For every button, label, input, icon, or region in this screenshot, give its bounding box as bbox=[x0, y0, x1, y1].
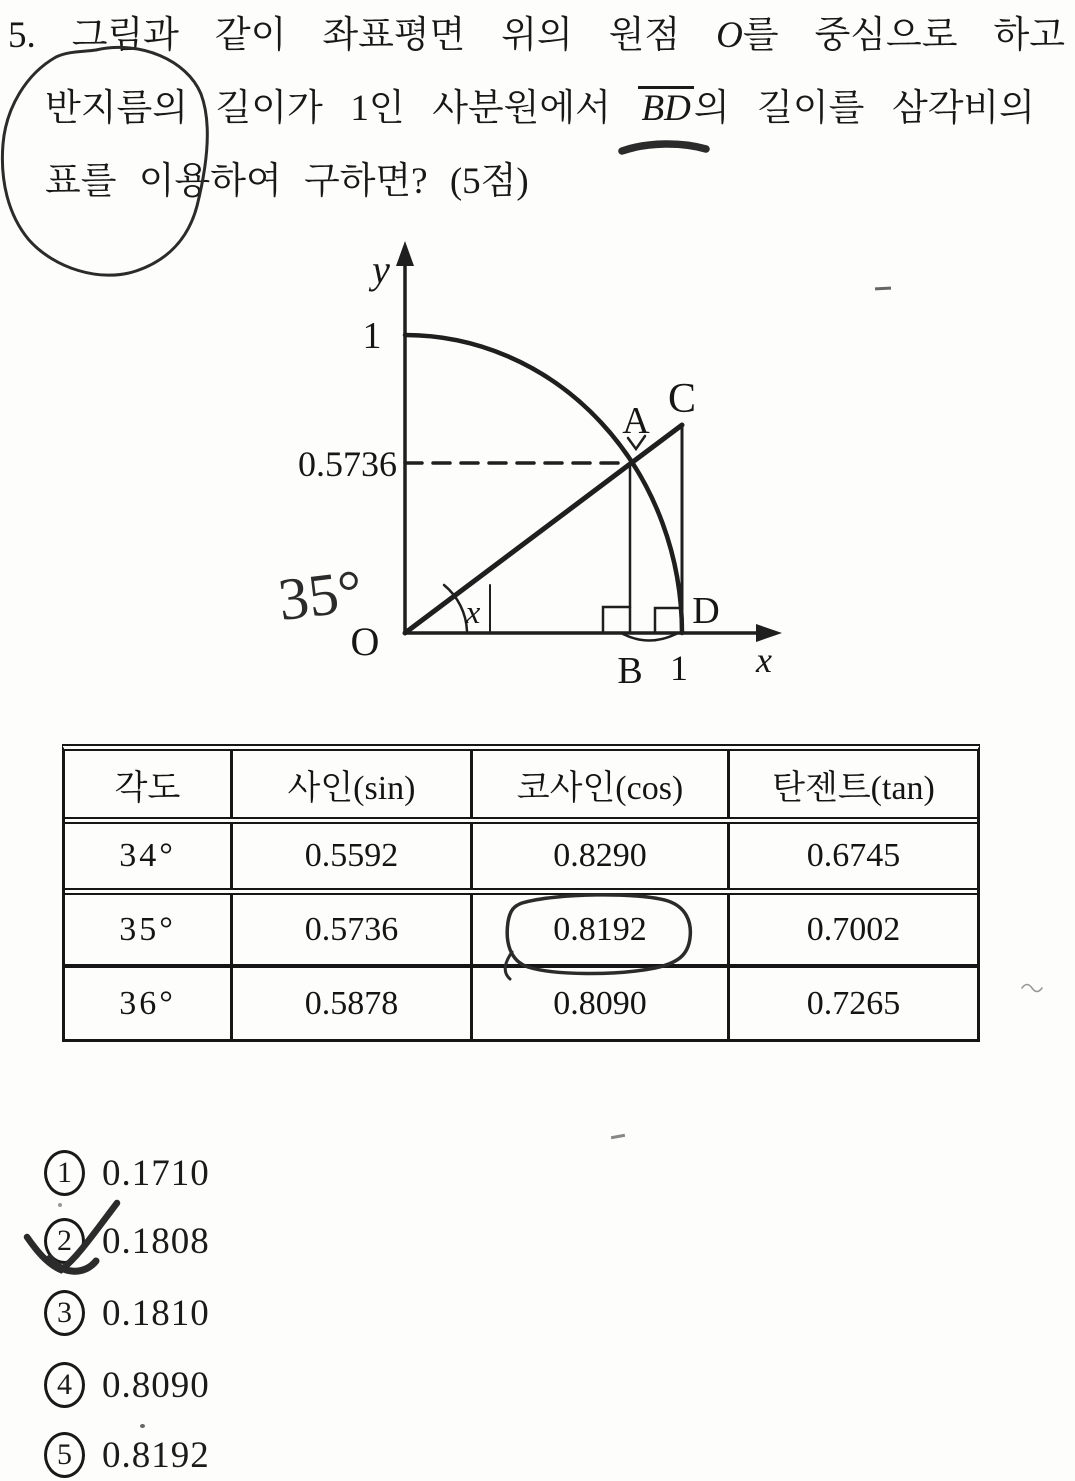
cell-tan: 0.7265 bbox=[727, 968, 977, 1039]
cell-sin: 0.5878 bbox=[230, 968, 470, 1039]
y-tick-one: 1 bbox=[362, 315, 382, 357]
question-word: 길이가 bbox=[215, 88, 323, 129]
table-header-row bbox=[65, 751, 977, 824]
cell-cos: 0.8090 bbox=[470, 968, 727, 1039]
option-circle-4: 4 bbox=[44, 1362, 85, 1408]
cell-cos-annotated: 0.8192 bbox=[470, 895, 727, 964]
right-angle-mark-b bbox=[603, 607, 630, 633]
question-word: 사분원에서 bbox=[432, 88, 611, 129]
point-o-label: O bbox=[350, 619, 380, 664]
underbrace-b-to-1 bbox=[623, 634, 676, 641]
handwritten-angle-note: 35° bbox=[274, 557, 367, 634]
option-value-3: 0.1810 bbox=[102, 1292, 210, 1334]
cell-angle: 35° bbox=[119, 910, 176, 948]
option-circle-5: 5 bbox=[44, 1432, 85, 1478]
question-word: 삼각비의 bbox=[891, 88, 1035, 129]
scan-speck-artifact bbox=[611, 1134, 625, 1139]
y-axis-label: y bbox=[372, 247, 390, 292]
question-word: 같이 bbox=[214, 15, 287, 56]
point-a-label: A bbox=[622, 400, 650, 442]
handwritten-bd-underline bbox=[622, 144, 706, 151]
question-word: 반지름의 bbox=[45, 88, 188, 129]
table-row bbox=[65, 824, 977, 895]
col-header-angle: 각도 bbox=[114, 769, 181, 807]
question-word: 1인 bbox=[350, 88, 405, 129]
answer-option-3 bbox=[44, 1290, 210, 1336]
answer-option-5 bbox=[44, 1432, 210, 1478]
angle-x-label: x bbox=[465, 595, 481, 631]
option-value-4: 0.8090 bbox=[102, 1364, 210, 1406]
question-word: 하고 bbox=[993, 15, 1065, 56]
table-row bbox=[65, 895, 977, 968]
y-axis-arrow bbox=[396, 241, 414, 266]
table-row bbox=[65, 968, 977, 1039]
scan-dot-artifact bbox=[140, 1424, 145, 1428]
point-d-label: D bbox=[692, 590, 720, 632]
origin-symbol: O bbox=[716, 15, 743, 56]
cell-cos: 0.8290 bbox=[470, 824, 727, 888]
x-tick-one: 1 bbox=[670, 648, 688, 688]
scan-dash-artifact bbox=[875, 287, 891, 291]
quarter-circle-diagram bbox=[245, 235, 790, 710]
answer-option-4 bbox=[44, 1362, 210, 1408]
option-value-2: 0.1808 bbox=[102, 1220, 210, 1262]
x-axis-label: x bbox=[756, 640, 772, 680]
col-header-sin: 사인(sin) bbox=[230, 751, 470, 817]
question-word: 그림과 bbox=[71, 15, 179, 56]
option-value-5: 0.8192 bbox=[102, 1434, 210, 1476]
cell-angle: 34° bbox=[119, 837, 176, 874]
option-circle-1: 1 bbox=[44, 1150, 85, 1196]
segment-bd-word: BD의 bbox=[638, 85, 729, 134]
cell-tan: 0.6745 bbox=[727, 824, 977, 888]
option-circle-3: 3 bbox=[44, 1290, 85, 1336]
cell-angle: 36° bbox=[119, 984, 176, 1022]
scan-squiggle-artifact bbox=[1022, 985, 1042, 992]
right-angle-mark-d bbox=[655, 608, 682, 633]
question-line-3: 표를 이용하여 구하면? (5점) bbox=[45, 161, 529, 202]
question-word: 원점 bbox=[608, 15, 681, 56]
question-line-2 bbox=[45, 85, 1035, 134]
point-b-label: B bbox=[617, 650, 643, 692]
option-value-1: 0.1710 bbox=[102, 1152, 210, 1194]
question-word: 위의 bbox=[501, 15, 573, 56]
question-word: 중심으로 bbox=[814, 15, 958, 56]
question-word: 좌표평면 bbox=[322, 15, 466, 56]
ray-oc bbox=[405, 425, 682, 633]
question-number: 5. bbox=[8, 15, 36, 56]
segment-bd-label: BD bbox=[638, 86, 693, 129]
col-header-cos: 코사인(cos) bbox=[470, 751, 727, 817]
scan-dot-artifact bbox=[58, 1203, 62, 1207]
trig-ratio-table bbox=[62, 744, 980, 1042]
cell-sin: 0.5592 bbox=[230, 824, 470, 888]
answer-option-1 bbox=[44, 1150, 210, 1196]
cell-sin: 0.5736 bbox=[230, 895, 470, 964]
origin-symbol-word: O를 bbox=[716, 15, 779, 56]
question-line-1 bbox=[8, 12, 1065, 61]
option-circle-2: 2 bbox=[44, 1218, 85, 1264]
col-header-tan: 탄젠트(tan) bbox=[727, 751, 977, 817]
cell-tan: 0.7002 bbox=[727, 895, 977, 964]
question-word: 길이를 bbox=[757, 88, 865, 129]
point-c-label: C bbox=[667, 376, 697, 422]
answer-option-2 bbox=[44, 1218, 210, 1264]
sin-value-label: 0.5736 bbox=[298, 444, 397, 484]
